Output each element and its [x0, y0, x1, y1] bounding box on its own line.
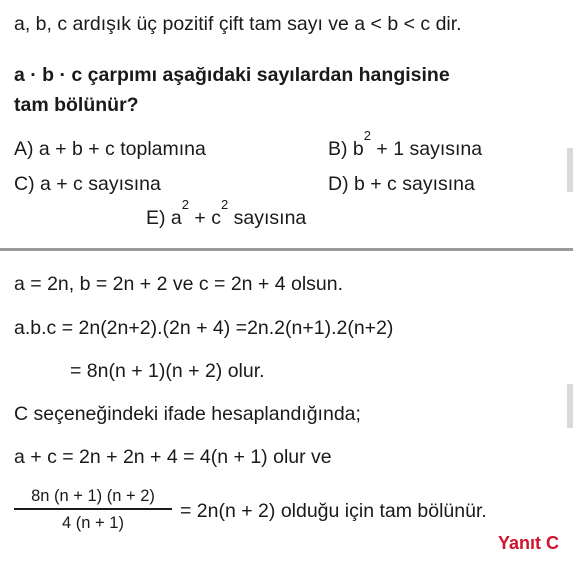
question-line-1: a · b · c çarpımı aşağıdaki sayılardan hangisine	[14, 64, 450, 86]
option-c: C) a + c sayısına	[14, 173, 161, 195]
option-e: E) $a^2 + c^2$ sayısına	[146, 197, 307, 229]
solution-line-3: = 8n(n + 1)(n + 2) olur.	[70, 360, 265, 382]
solution-line-6: = 2n(n + 2) olduğu için tam bölünür.	[180, 500, 487, 522]
page-edge-mark	[567, 148, 573, 192]
option-b: B) $b^2 + 1$ sayısına	[328, 128, 483, 160]
question-line-2: tam bölünür?	[14, 94, 139, 116]
page-edge-mark-lower	[567, 384, 573, 428]
section-divider	[0, 248, 573, 251]
fraction-numerator: 8n (n + 1) (n + 2)	[31, 487, 155, 505]
option-d: D) b + c sayısına	[328, 173, 475, 195]
solution-line-4: C seçeneğindeki ifade hesaplandığında;	[14, 403, 361, 425]
solution-line-5: a + c = 2n + 2n + 4 = 4(n + 1) olur ve	[14, 446, 332, 468]
problem-stem: a, b, c ardışık üç pozitif çift tam sayı ve a < b < c dir.	[14, 13, 462, 35]
option-a: A) a + b + c toplamına	[14, 138, 206, 160]
fraction-denominator: 4 (n + 1)	[62, 513, 124, 532]
answer-label: Yanıt C	[497, 533, 559, 553]
fraction	[14, 486, 172, 533]
fraction-bar	[14, 508, 172, 510]
solution-line-2: a.b.c = 2n(2n+2).(2n + 4) =2n.2(n+1).2(n+2)	[14, 317, 394, 339]
solution-line-1: a = 2n, b = 2n + 2 ve c = 2n + 4 olsun.	[14, 273, 344, 295]
